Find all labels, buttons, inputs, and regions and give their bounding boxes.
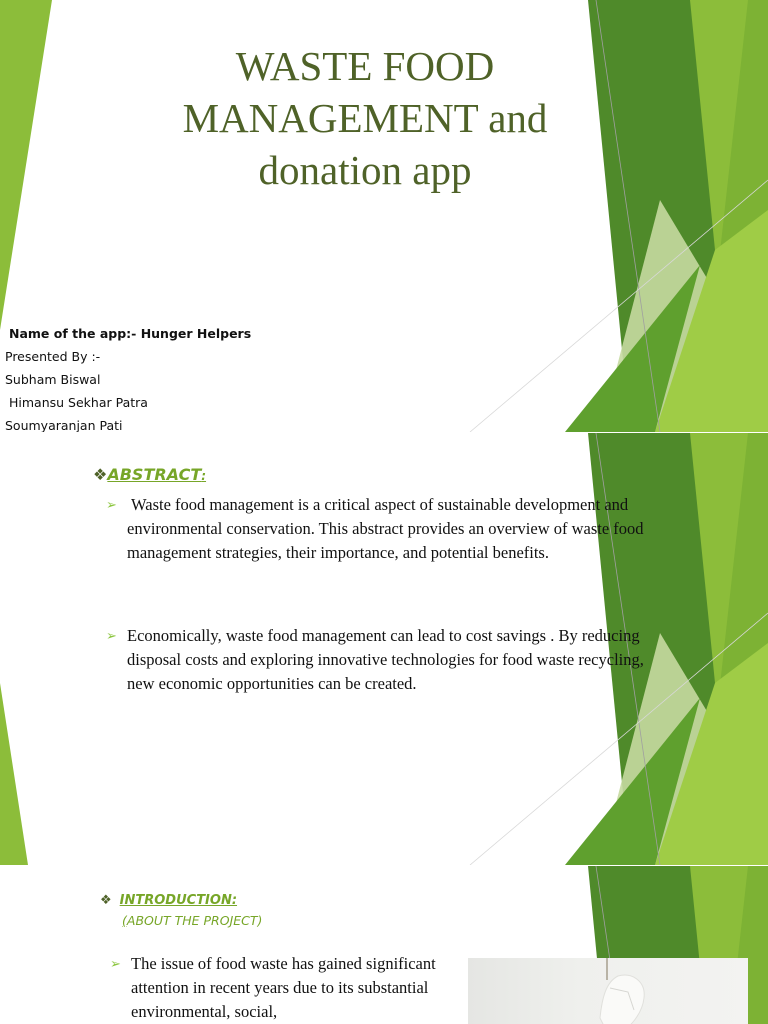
- introduction-heading-text: INTRODUCTION:: [119, 893, 238, 908]
- presented-by-label: Presented By :-: [5, 349, 101, 364]
- presenter-name: Subham Biswal: [5, 372, 101, 387]
- title-line: MANAGEMENT and: [182, 95, 548, 141]
- presentation-title: [150, 40, 580, 196]
- arrow-bullet-icon: ➢: [110, 956, 121, 971]
- presenter-name: Soumyaranjan Pati: [5, 418, 123, 432]
- presenter-name: Himansu Sekhar Patra: [9, 395, 148, 410]
- slide-introduction: [0, 866, 768, 1024]
- abstract-heading: [93, 465, 206, 484]
- presenter-info: [5, 322, 251, 432]
- bullet-text: The issue of food waste has gained significant attention in recent years due to its substantial environmental, social,: [131, 954, 436, 1021]
- list-item: [106, 493, 661, 565]
- left-green-shard: [0, 683, 28, 865]
- bullet-text: Economically, waste food management can lead to cost savings . By reducing disposal costs and exploring innovative technologies for food waste recycling, new economic opportunities can be created.: [127, 626, 644, 693]
- slide-title: [0, 0, 768, 432]
- introduction-heading: [100, 893, 237, 908]
- diamond-bullet-icon: ❖: [100, 893, 112, 908]
- subheading-text: ABOUT THE PROJECT): [126, 913, 263, 928]
- food-bag-image: [468, 958, 748, 1024]
- arrow-bullet-icon: ➢: [106, 497, 117, 512]
- list-item: [106, 624, 661, 696]
- introduction-subheading: [122, 913, 262, 928]
- title-line: WASTE FOOD: [235, 43, 495, 89]
- subheading-paren: (: [122, 913, 127, 928]
- bullet-text: Waste food management is a critical aspect of sustainable development and environmental conservation. This abstract provides an overview of waste food management strategies, their importance, and potential benefits.: [127, 495, 644, 562]
- abstract-heading-text: ABSTRACT: [107, 465, 202, 484]
- title-line: donation app: [258, 147, 472, 193]
- list-item: [110, 952, 450, 1024]
- abstract-heading-suffix: :: [201, 469, 207, 483]
- project-photo: [468, 958, 748, 1024]
- left-green-shard: [0, 0, 52, 330]
- arrow-bullet-icon: ➢: [106, 628, 117, 643]
- app-name: Name of the app:- Hunger Helpers: [9, 326, 252, 341]
- diamond-bullet-icon: ❖: [93, 465, 108, 484]
- slide-abstract: [0, 433, 768, 865]
